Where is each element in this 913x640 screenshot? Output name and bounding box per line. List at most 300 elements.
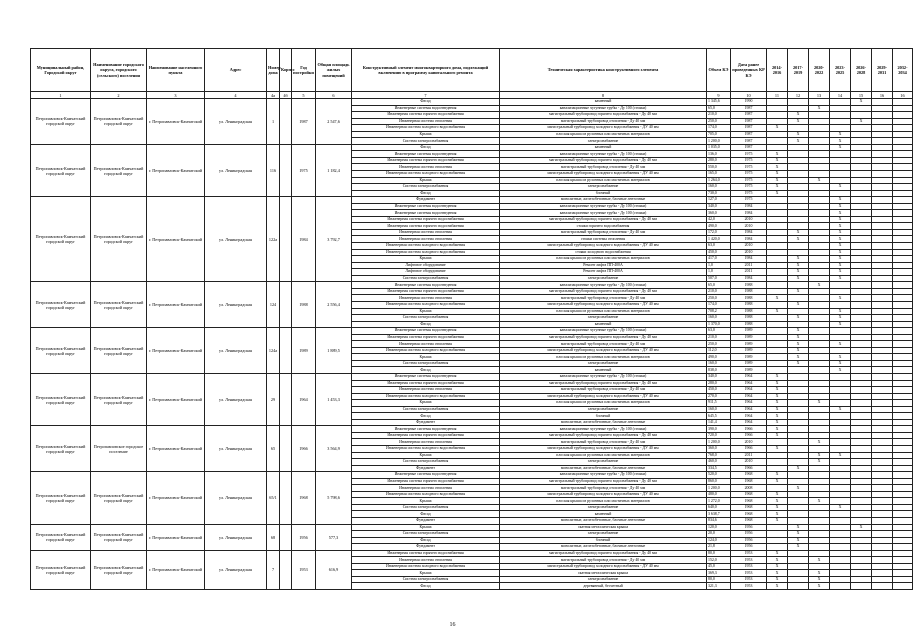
volume-cell: 340,0 xyxy=(707,373,731,380)
volume-cell: 334,5 xyxy=(707,465,731,472)
element-cell: Фасад xyxy=(352,99,500,106)
period-mark-cell: X xyxy=(788,288,809,295)
characteristic-cell: магистральный трубопровод горячего водоснабжения - Ду 40 мм xyxy=(500,288,707,295)
characteristic-cell: магистральный трубопровод отопления - Ду 40 мм xyxy=(500,341,707,348)
col-num: 14 xyxy=(830,92,851,99)
element-cell: Система электроснабжения xyxy=(352,275,500,282)
period-mark-cell: X xyxy=(830,367,851,374)
period-mark-cell: X xyxy=(767,445,788,452)
characteristic-cell: Ремонт лифта ПП-400А xyxy=(500,269,707,276)
element-cell: Инженерные системы водоотведения xyxy=(352,210,500,217)
volume-cell: 45,0 xyxy=(707,563,731,570)
characteristic-cell: канализационные чугунные трубы - Ду 100 (стояки) xyxy=(500,203,707,210)
col-num: 5 xyxy=(292,92,316,99)
volume-cell: 160,0 xyxy=(707,406,731,413)
characteristic-cell: канализационные чугунные трубы - Ду 100 (стояки) xyxy=(500,210,707,217)
prev-repair-date-cell: 1964 xyxy=(731,380,767,387)
house-area-cell: 2 547,6 xyxy=(316,99,352,145)
period-mark-cell xyxy=(851,583,872,590)
volume-cell: 120,0 xyxy=(707,524,731,531)
element-cell: Фасад xyxy=(352,583,500,590)
element-cell: Крыша xyxy=(352,131,500,138)
volume-cell: 270,0 xyxy=(707,393,731,400)
period-mark-cell: X xyxy=(830,223,851,230)
characteristic-cell: магистральный трубопровод отопления - Ду 40 мм xyxy=(500,557,707,564)
element-cell: Инженерные системы водоотведения xyxy=(352,105,500,112)
house-locality-cell: г. Петропавловск-Камчатский xyxy=(147,197,205,282)
element-cell: Система электроснабжения xyxy=(352,138,500,145)
col-num: 2 xyxy=(91,92,147,99)
period-mark-cell: X xyxy=(767,432,788,439)
characteristic-cell: электроснабжение xyxy=(500,406,707,413)
period-mark-cell: X xyxy=(830,138,851,145)
characteristic-cell: электроснабжение xyxy=(500,459,707,466)
house-area-cell: 1 182,4 xyxy=(316,144,352,196)
element-cell: Инженерные системы водоотведения xyxy=(352,151,500,158)
element-cell: Инженерная система холодного водоснабжения xyxy=(352,445,500,452)
house-year-cell: 1964 xyxy=(292,373,316,425)
house-settlement-cell: Петропавловск-Камчатский городской округ xyxy=(91,550,147,589)
characteristic-cell: электроснабжение xyxy=(500,360,707,367)
house-building-cell xyxy=(280,328,292,374)
element-cell: Лифтовое оборудование xyxy=(352,262,500,269)
element-cell: Инженерная система отопления xyxy=(352,236,500,243)
capital-repair-table xyxy=(30,48,913,590)
prev-repair-date-cell: 2010 xyxy=(731,243,767,250)
volume-cell: 42,0 xyxy=(707,216,731,223)
house-number-cell: 124 xyxy=(267,282,280,328)
element-cell: Крыша xyxy=(352,354,500,361)
prev-repair-date-cell: 1990 xyxy=(731,99,767,106)
period-mark-cell: X xyxy=(767,387,788,394)
volume-cell: 321,3 xyxy=(707,583,731,590)
element-cell: Инженерная система горячего водоснабжения xyxy=(352,223,500,230)
prev-repair-date-cell: 1988 xyxy=(731,321,767,328)
prev-repair-date-cell: 1953 xyxy=(731,570,767,577)
header-year: Год постройки xyxy=(292,49,316,92)
house-number-cell: 29 xyxy=(267,373,280,425)
prev-repair-date-cell: 1975 xyxy=(731,197,767,204)
prev-repair-date-cell: 1968 xyxy=(731,472,767,479)
prev-repair-date-cell: 1984 xyxy=(731,210,767,217)
volume-cell: 124,0 xyxy=(707,537,731,544)
element-cell: Инженерная система отопления xyxy=(352,341,500,348)
period-mark-cell: X xyxy=(767,498,788,505)
prev-repair-date-cell: 1964 xyxy=(731,419,767,426)
element-cell: Инженерная система холодного водоснабжения xyxy=(352,171,500,178)
prev-repair-date-cell: 2011 xyxy=(731,452,767,459)
col-num: 1 xyxy=(31,92,91,99)
period-mark-cell: X xyxy=(788,301,809,308)
period-mark-cell: X xyxy=(767,190,788,197)
element-cell: Фундамент xyxy=(352,518,500,525)
element-cell: Инженерная система горячего водоснабжения xyxy=(352,550,500,557)
period-mark-cell: X xyxy=(830,275,851,282)
volume-cell: 1 200,0 xyxy=(707,485,731,492)
house-locality-cell: г. Петропавловск-Камчатский xyxy=(147,328,205,374)
prev-repair-date-cell: 1989 xyxy=(731,328,767,335)
period-mark-cell: X xyxy=(788,531,809,538)
volume-cell: 911,5 xyxy=(707,400,731,407)
element-cell: Инженерная система отопления xyxy=(352,118,500,125)
element-cell: Крыша xyxy=(352,177,500,184)
element-cell: Лифтовое оборудование xyxy=(352,269,500,276)
volume-cell: 210,0 xyxy=(707,334,731,341)
characteristic-cell: электроснабжение xyxy=(500,315,707,322)
prev-repair-date-cell: 1988 xyxy=(731,295,767,302)
house-building-cell xyxy=(280,282,292,328)
col-num: 10 xyxy=(731,92,767,99)
prev-repair-date-cell: 1989 xyxy=(731,360,767,367)
house-building-cell xyxy=(280,197,292,282)
house-area-cell: 577,3 xyxy=(316,524,352,550)
volume-cell: 65,0 xyxy=(707,105,731,112)
period-mark-cell: X xyxy=(809,439,830,446)
characteristic-cell: канализационные чугунные трубы - Ду 100 (стояки) xyxy=(500,426,707,433)
house-number-cell: 7 xyxy=(267,550,280,589)
period-mark-cell: X xyxy=(788,262,809,269)
period-mark-cell: X xyxy=(788,229,809,236)
house-district-cell: Петропавловск-Камчатский городской округ xyxy=(31,524,91,550)
characteristic-cell: плоская крыша из рулонных или мастичных материалов xyxy=(500,400,707,407)
period-mark-cell: X xyxy=(767,164,788,171)
period-mark-cell: X xyxy=(830,406,851,413)
element-cell: Фундамент xyxy=(352,197,500,204)
prev-repair-date-cell: 1988 xyxy=(731,308,767,315)
period-mark-cell: X xyxy=(788,236,809,243)
period-mark-cell: X xyxy=(809,459,830,466)
volume-cell: 280,0 xyxy=(707,157,731,164)
prev-repair-date-cell: 1987 xyxy=(731,138,767,145)
prev-repair-date-cell: 1984 xyxy=(731,256,767,263)
prev-repair-date-cell: 1966 xyxy=(731,445,767,452)
characteristic-cell: магистральный трубопровод горячего водоснабжения - Ду 40 мм xyxy=(500,478,707,485)
characteristic-cell: блочный xyxy=(500,537,707,544)
volume-cell: 250,0 xyxy=(707,118,731,125)
element-cell: Фасад xyxy=(352,190,500,197)
volume-cell: 768,0 xyxy=(707,452,731,459)
characteristic-cell: монолитные, железобетонные, блочные ленточные xyxy=(500,465,707,472)
prev-repair-date-cell: 1975 xyxy=(731,190,767,197)
volume-cell: 250,0 xyxy=(707,341,731,348)
period-mark-cell: X xyxy=(767,308,788,315)
characteristic-cell: магистральный трубопровод отопления - Ду 40 мм xyxy=(500,164,707,171)
prev-repair-date-cell: 1966 xyxy=(731,426,767,433)
house-year-cell: 1989 xyxy=(292,328,316,374)
volume-cell: 480,0 xyxy=(707,491,731,498)
volume-cell: 1 370,0 xyxy=(707,321,731,328)
volume-cell: 174,0 xyxy=(707,301,731,308)
house-locality-cell: г. Петропавловск-Камчатский xyxy=(147,524,205,550)
house-number-cell: 116 xyxy=(267,144,280,196)
characteristic-cell: Ремонт лифта ПП-400А xyxy=(500,262,707,269)
period-mark-cell: X xyxy=(830,308,851,315)
characteristic-cell: деревянный, бесчетный xyxy=(500,583,707,590)
header-address: Адрес xyxy=(205,49,267,92)
characteristic-cell: канализационные чугунные трубы - Ду 100 (стояки) xyxy=(500,328,707,335)
house-settlement-cell: Петропавловск-Камчатский городской округ xyxy=(91,99,147,145)
prev-repair-date-cell: 1989 xyxy=(731,367,767,374)
element-cell: Инженерные системы водоотведения xyxy=(352,203,500,210)
element-cell: Система электроснабжения xyxy=(352,360,500,367)
element-cell: Инженерная система горячего водоснабжения xyxy=(352,432,500,439)
characteristic-cell: монолитные, железобетонные, блочные ленточные xyxy=(500,419,707,426)
col-num: 4б xyxy=(280,92,292,99)
col-num: 12 xyxy=(788,92,809,99)
prev-repair-date-cell: 2010 xyxy=(731,439,767,446)
characteristic-cell: блочный xyxy=(500,190,707,197)
period-mark-cell: X xyxy=(767,511,788,518)
column-number-row xyxy=(31,92,913,99)
element-cell: Крыша xyxy=(352,498,500,505)
volume-cell: 490,0 xyxy=(707,223,731,230)
house-district-cell: Петропавловск-Камчатский городской округ xyxy=(31,197,91,282)
prev-repair-date-cell: 1964 xyxy=(731,413,767,420)
period-mark-cell: X xyxy=(767,491,788,498)
characteristic-cell: магистральный трубопровод холодного водоснабжения - ДУ 40 мм xyxy=(500,563,707,570)
house-address-cell: ул. Ленинградская xyxy=(205,282,267,328)
characteristic-cell: плоская крыша из рулонных или мастичных материалов xyxy=(500,498,707,505)
prev-repair-date-cell: 1966 xyxy=(731,465,767,472)
house-year-cell: 1953 xyxy=(292,550,316,589)
characteristic-cell: блочный xyxy=(500,413,707,420)
volume-cell: 705,0 xyxy=(707,131,731,138)
period-mark-cell: X xyxy=(809,177,830,184)
volume-cell: 63,0 xyxy=(707,243,731,250)
house-building-cell xyxy=(280,373,292,425)
col-num: 15 xyxy=(851,92,872,99)
house-locality-cell: г. Петропавловск-Камчатский xyxy=(147,550,205,589)
element-cell: Крыша xyxy=(352,308,500,315)
col-num: 4а xyxy=(267,92,280,99)
header-element: Конструктивный элемент многоквартирного дома, подлежащий включению в программу капитального ремонта xyxy=(352,49,500,92)
prev-repair-date-cell: 1964 xyxy=(731,400,767,407)
element-cell: Фасад xyxy=(352,511,500,518)
characteristic-cell: скатная металлическая крыша xyxy=(500,570,707,577)
period-mark-cell: X xyxy=(788,544,809,551)
volume-cell: 860,0 xyxy=(707,478,731,485)
col-num: 13 xyxy=(809,92,830,99)
period-mark-cell: X xyxy=(767,295,788,302)
header-house-number: Номер дома xyxy=(267,49,280,92)
volume-cell: 1 200,0 xyxy=(707,138,731,145)
characteristic-cell: канализационные чугунные трубы - Ду 100 (стояки) xyxy=(500,373,707,380)
house-area-cell: 2 556,4 xyxy=(316,282,352,328)
volume-cell: 80,0 xyxy=(707,576,731,583)
characteristic-cell: магистральный трубопровод холодного водоснабжения - ДУ 40 мм xyxy=(500,171,707,178)
prev-repair-date-cell: 1988 xyxy=(731,301,767,308)
characteristic-cell: магистральный трубопровод холодного водоснабжения - ДУ 40 мм xyxy=(500,491,707,498)
volume-cell: 1 272,0 xyxy=(707,498,731,505)
volume-cell: 141,4 xyxy=(707,419,731,426)
element-cell: Инженерная система отопления xyxy=(352,387,500,394)
volume-cell: 127,0 xyxy=(707,197,731,204)
period-mark-cell: X xyxy=(767,478,788,485)
prev-repair-date-cell: 2010 xyxy=(731,249,767,256)
period-mark-cell: X xyxy=(767,419,788,426)
characteristic-cell: канализационные чугунные трубы - Ду 100 (стояки) xyxy=(500,105,707,112)
prev-repair-date-cell: 1975 xyxy=(731,184,767,191)
house-area-cell: 1 889,5 xyxy=(316,328,352,374)
characteristic-cell: монолитные, железобетонные, блочные ленточные xyxy=(500,544,707,551)
characteristic-cell: плоская крыша из рулонных или мастичных материалов xyxy=(500,256,707,263)
period-mark-cell: X xyxy=(767,125,788,132)
volume-cell: 645,5 xyxy=(707,413,731,420)
characteristic-cell: магистральный трубопровод отопления - Ду 40 мм xyxy=(500,295,707,302)
characteristic-cell: монолитные, железобетонные, блочные ленточные xyxy=(500,518,707,525)
element-cell: Фасад xyxy=(352,537,500,544)
prev-repair-date-cell: 1988 xyxy=(731,282,767,289)
prev-repair-date-cell: 1987 xyxy=(731,125,767,132)
prev-repair-date-cell: 1989 xyxy=(731,354,767,361)
col-num: 3 xyxy=(147,92,205,99)
house-settlement-cell: Петропавловск-Камчатский городской округ xyxy=(91,197,147,282)
header-period-2029: 2029-2031 xyxy=(872,49,893,92)
period-mark-cell: X xyxy=(830,315,851,322)
prev-repair-date-cell: 1956 xyxy=(731,524,767,531)
element-cell: Инженерная система холодного водоснабжения xyxy=(352,301,500,308)
element-cell: Инженерная система отопления xyxy=(352,295,500,302)
house-locality-cell: г. Петропавловск-Камчатский xyxy=(147,426,205,472)
period-mark-cell: X xyxy=(830,210,851,217)
volume-cell: 174,0 xyxy=(707,125,731,132)
element-cell: Инженерная система холодного водоснабжения xyxy=(352,347,500,354)
element-cell: Крыша xyxy=(352,524,500,531)
prev-repair-date-cell: 1975 xyxy=(731,171,767,178)
volume-cell: 3 638,7 xyxy=(707,511,731,518)
house-number-cell: 122а xyxy=(267,197,280,282)
period-mark-cell: X xyxy=(788,524,809,531)
prev-repair-date-cell: 1953 xyxy=(731,576,767,583)
prev-repair-date-cell: 1984 xyxy=(731,203,767,210)
characteristic-cell: монолитные, железобетонные, блочные ленточные xyxy=(500,197,707,204)
prev-repair-date-cell: 1987 xyxy=(731,131,767,138)
house-locality-cell: г. Петропавловск-Камчатский xyxy=(147,99,205,145)
characteristic-cell: каменный xyxy=(500,144,707,151)
element-cell: Фундамент xyxy=(352,544,500,551)
house-address-cell: ул. Ленинградская xyxy=(205,426,267,472)
period-mark-cell: X xyxy=(788,354,809,361)
period-mark-cell: X xyxy=(809,498,830,505)
house-area-cell: 3 564,9 xyxy=(316,426,352,472)
house-district-cell: Петропавловск-Камчатский городской округ xyxy=(31,426,91,472)
period-mark-cell: X xyxy=(788,485,809,492)
element-cell: Крыша xyxy=(352,570,500,577)
col-num: 9 xyxy=(707,92,731,99)
characteristic-cell: стояки холодного водоснабжения xyxy=(500,249,707,256)
volume-cell: 834,6 xyxy=(707,518,731,525)
element-cell: Инженерная система горячего водоснабжения xyxy=(352,112,500,119)
house-locality-cell: г. Петропавловск-Камчатский xyxy=(147,282,205,328)
period-mark-cell: X xyxy=(851,99,872,106)
volume-cell: 160,0 xyxy=(707,360,731,367)
house-address-cell: ул. Ленинградская xyxy=(205,144,267,196)
prev-repair-date-cell: 1968 xyxy=(731,518,767,525)
prev-repair-date-cell: 1953 xyxy=(731,557,767,564)
header-period-2017: 2017-2019 xyxy=(788,49,809,92)
prev-repair-date-cell: 1975 xyxy=(731,157,767,164)
house-number-cell: 65 xyxy=(267,426,280,472)
header-building: Корпус xyxy=(280,49,292,92)
period-mark-cell: X xyxy=(830,229,851,236)
element-cell: Инженерная система горячего водоснабжения xyxy=(352,288,500,295)
element-cell: Инженерная система отопления xyxy=(352,229,500,236)
house-address-cell: ул. Ленинградская xyxy=(205,373,267,425)
characteristic-cell: канализационные чугунные трубы - Ду 100 (стояки) xyxy=(500,472,707,479)
characteristic-cell: плоская крыша из рулонных или мастичных материалов xyxy=(500,308,707,315)
volume-cell: 1 200,0 xyxy=(707,439,731,446)
period-mark-cell: X xyxy=(830,295,851,302)
period-mark-cell: X xyxy=(809,583,830,590)
element-cell: Инженерная система отопления xyxy=(352,439,500,446)
volume-cell: 1 420,0 xyxy=(707,236,731,243)
period-mark-cell: X xyxy=(767,570,788,577)
element-cell: Инженерные системы водоотведения xyxy=(352,426,500,433)
house-year-cell: 1956 xyxy=(292,524,316,550)
house-number-cell: 65/1 xyxy=(267,472,280,524)
period-mark-cell: X xyxy=(767,400,788,407)
characteristic-cell: магистральный трубопровод холодного водоснабжения - ДУ 40 мм xyxy=(500,347,707,354)
element-cell: Инженерная система горячего водоснабжения xyxy=(352,157,500,164)
element-cell: Фасад xyxy=(352,367,500,374)
prev-repair-date-cell: 1989 xyxy=(731,347,767,354)
volume-cell: 172,0 xyxy=(707,229,731,236)
characteristic-cell: скатная металлическая крыша xyxy=(500,524,707,531)
period-mark-cell: X xyxy=(788,328,809,335)
prev-repair-date-cell: 2008 xyxy=(731,485,767,492)
prev-repair-date-cell: 1968 xyxy=(731,498,767,505)
period-mark-cell: X xyxy=(788,131,809,138)
house-district-cell: Петропавловск-Камчатский городской округ xyxy=(31,373,91,425)
characteristic-cell: каменный xyxy=(500,99,707,106)
prev-repair-date-cell: 1987 xyxy=(731,144,767,151)
house-district-cell: Петропавловск-Камчатский городской округ xyxy=(31,144,91,196)
col-num: 11 xyxy=(767,92,788,99)
element-cell: Инженерная система холодного водоснабжения xyxy=(352,563,500,570)
volume-cell: 640,0 xyxy=(707,504,731,511)
element-cell: Инженерная система отопления xyxy=(352,485,500,492)
volume-cell: 65,0 xyxy=(707,282,731,289)
volume-cell: 340,0 xyxy=(707,203,731,210)
house-year-cell: 1988 xyxy=(292,282,316,328)
period-mark-cell: X xyxy=(788,275,809,282)
prev-repair-date-cell: 1987 xyxy=(731,112,767,119)
element-cell: Инженерные системы водоотведения xyxy=(352,328,500,335)
volume-cell: 720,0 xyxy=(707,432,731,439)
house-settlement-cell: Петропавловск-Камчатский городской округ xyxy=(91,373,147,425)
period-mark-cell: X xyxy=(767,373,788,380)
period-mark-cell: X xyxy=(830,243,851,250)
header-volume: Объем КЭ xyxy=(707,49,731,92)
volume-cell: 80,0 xyxy=(707,550,731,557)
prev-repair-date-cell: 2010 xyxy=(731,223,767,230)
period-mark-cell: X xyxy=(830,256,851,263)
period-mark-cell: X xyxy=(830,354,851,361)
prev-repair-date-cell: 1968 xyxy=(731,478,767,485)
characteristic-cell: плоская крыша из рулонных или мастичных материалов xyxy=(500,131,707,138)
period-mark-cell: X xyxy=(788,347,809,354)
house-settlement-cell: Петропавловск-Камчатский городской округ xyxy=(91,524,147,550)
house-area-cell: 3 792,7 xyxy=(316,197,352,282)
house-year-cell: 1987 xyxy=(292,99,316,145)
house-number-cell: 1 xyxy=(267,99,280,145)
period-mark-cell: X xyxy=(830,236,851,243)
house-settlement-cell: Петропавловск-Камчатский городской округ xyxy=(91,144,147,196)
period-mark-cell xyxy=(893,583,913,590)
period-mark-cell: X xyxy=(809,452,830,459)
element-cell: Инженерные системы водоотведения xyxy=(352,472,500,479)
page-number: 16 xyxy=(449,622,456,628)
